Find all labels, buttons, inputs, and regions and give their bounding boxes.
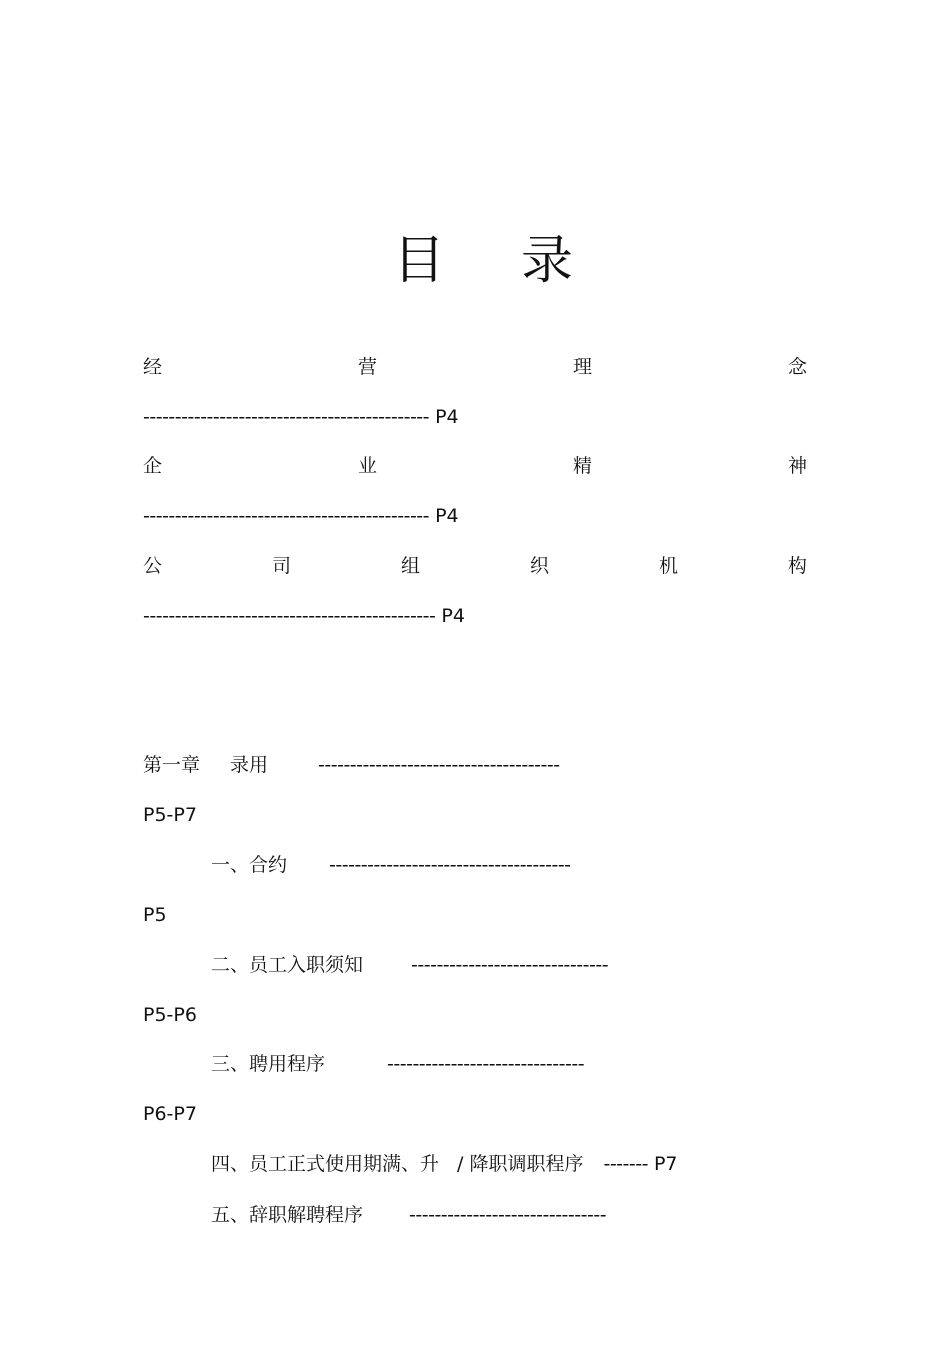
entry-char: 理: [572, 356, 592, 378]
entry-char: 构: [787, 555, 807, 577]
dot-leader: -------------------------------: [387, 1053, 585, 1075]
section-title: 一、合约: [211, 854, 288, 876]
section-title: 二、员工入职须知: [211, 954, 364, 976]
page-ref: P4: [441, 605, 465, 627]
toc-entry-corporate-spirit: [143, 453, 807, 479]
dot-leader: ----------------------------------------------: [143, 605, 436, 627]
chapter-name: 录用: [230, 754, 269, 776]
section-title-part-1: 四、员工正式使用期满、升: [211, 1153, 440, 1175]
dot-leader: -------------------------------: [409, 1204, 607, 1226]
page-ref: P4: [435, 406, 459, 428]
toc-section-4: [211, 1151, 678, 1177]
entry-char: 营: [357, 356, 377, 378]
entry-char: 神: [787, 455, 807, 477]
dot-leader: -------------------------------: [411, 954, 609, 976]
entry-char: 组: [400, 555, 420, 577]
section-title: 五、辞职解聘程序: [211, 1204, 364, 1226]
dot-leader: --------------------------------------: [329, 854, 571, 876]
dot-leader: --------------------------------------: [318, 754, 560, 776]
chapter-label: 第一章: [143, 754, 201, 776]
toc-section-5: [211, 1202, 606, 1228]
toc-leader-line: [143, 503, 459, 529]
entry-char: 公: [143, 555, 163, 577]
toc-entry-business-philosophy: [143, 354, 807, 380]
toc-entry-org-structure: [143, 553, 807, 579]
toc-leader-line: [143, 404, 459, 430]
section-title: 三、聘用程序: [211, 1053, 326, 1075]
dot-leader: ---------------------------------------------: [143, 505, 430, 527]
page-ref: P5-P7: [143, 804, 197, 826]
entry-char: 念: [787, 356, 807, 378]
dot-leader: -------: [603, 1153, 648, 1175]
page-ref: P7: [653, 1153, 678, 1175]
entry-char: 企: [143, 455, 163, 477]
page-ref: P4: [435, 505, 459, 527]
toc-leader-line: [143, 603, 465, 629]
title-char-2: 录: [520, 231, 573, 291]
entry-char: 司: [271, 555, 291, 577]
entry-char: 经: [143, 356, 163, 378]
page-title: [393, 226, 573, 296]
entry-char: 机: [658, 555, 678, 577]
toc-chapter-1: [143, 752, 560, 778]
page-ref: P5: [143, 904, 167, 926]
dot-leader: ---------------------------------------------: [143, 406, 430, 428]
toc-section-3: [211, 1051, 584, 1077]
page-ref: P5-P6: [143, 1004, 197, 1026]
toc-section-2: [211, 952, 608, 978]
title-char-1: 目: [393, 231, 446, 291]
page-ref: P6-P7: [143, 1103, 197, 1125]
entry-char: 织: [529, 555, 549, 577]
entry-char: 精: [572, 455, 592, 477]
section-title-part-2: / 降职调职程序: [457, 1153, 584, 1175]
toc-section-1: [211, 852, 571, 878]
entry-char: 业: [357, 455, 377, 477]
